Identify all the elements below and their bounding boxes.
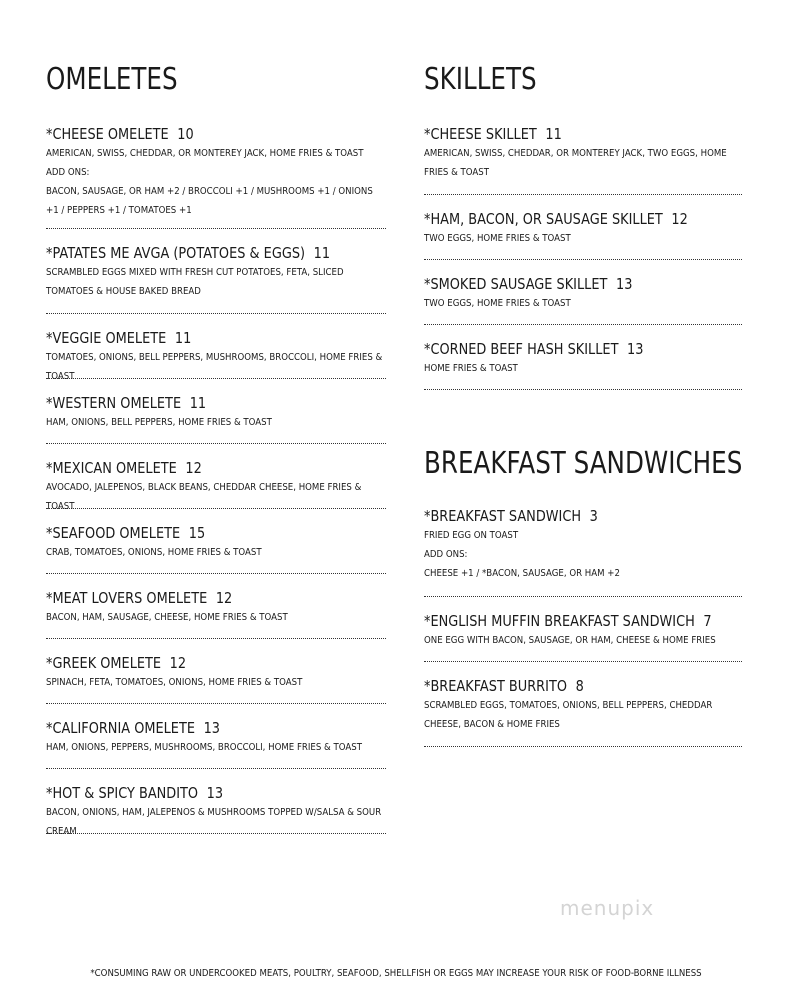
item-name: *HOT & SPICY BANDITO xyxy=(46,784,199,802)
item-description: ONE EGG WITH BACON, SAUSAGE, OR HAM, CHEESE & HOME FRIES xyxy=(424,635,716,646)
skillets-title: SKILLETS xyxy=(424,62,537,97)
item-price: 10 xyxy=(177,125,194,143)
item-name: *SEAFOOD OMELETE xyxy=(46,524,181,542)
item-description: FRIED EGG ON TOAST xyxy=(424,530,519,541)
left-column xyxy=(46,58,386,848)
item-price: 11 xyxy=(545,125,562,143)
addons-label: ADD ONS: xyxy=(424,549,468,560)
addons-list: BACON, SAUSAGE, OR HAM +2 / BROCCOLI +1 / MUSHROOMS +1 / ONIONS +1 / PEPPERS +1 / TOMATOES +1 xyxy=(46,186,373,216)
menu-item-meat-lovers-omelete xyxy=(46,588,386,639)
item-description: BACON, ONIONS, HAM, JALEPENOS & MUSHROOMS TOPPED W/SALSA & SOUR CREAM xyxy=(46,807,382,837)
item-price: 11 xyxy=(174,329,192,347)
item-price: 13 xyxy=(203,719,221,737)
item-price: 7 xyxy=(703,612,712,630)
item-description: SCRAMBLED EGGS, TOMATOES, ONIONS, BELL PEPPERS, CHEDDAR CHEESE, BACON & HOME FRIES xyxy=(424,700,713,730)
menu-item-smoked-sausage-skillet xyxy=(424,274,742,325)
item-price: 12 xyxy=(169,654,187,672)
menu-item-cheese-skillet xyxy=(424,124,742,195)
footnote-disclaimer: *CONSUMING RAW OR UNDERCOOKED MEATS, POULTRY, SEAFOOD, SHELLFISH OR EGGS MAY INCREASE YOUR RISK OF FOOD-BORNE ILLNESS xyxy=(90,968,702,979)
menu-item-seafood-omelete xyxy=(46,523,386,574)
item-name: *ENGLISH MUFFIN BREAKFAST SANDWICH xyxy=(424,612,695,630)
item-description: TOMATOES, ONIONS, BELL PEPPERS, MUSHROOMS, BROCCOLI, HOME FRIES & TOAST xyxy=(46,352,383,382)
item-description: TWO EGGS, HOME FRIES & TOAST xyxy=(424,298,571,309)
item-name: *CORNED BEEF HASH SKILLET xyxy=(424,340,619,358)
item-price: 13 xyxy=(206,784,224,802)
item-description: AMERICAN, SWISS, CHEDDAR, OR MONTEREY JACK, TWO EGGS, HOME FRIES & TOAST xyxy=(424,148,727,178)
menu-item-california-omelete xyxy=(46,718,386,769)
item-name: *BREAKFAST SANDWICH xyxy=(424,507,582,525)
addons-label: ADD ONS: xyxy=(46,167,90,178)
menu-item-hot-spicy-bandito xyxy=(46,783,386,837)
menu-item-mexican-omelete xyxy=(46,458,386,512)
menu-item-cheese-omelete xyxy=(46,124,386,229)
item-name: *SMOKED SAUSAGE SKILLET xyxy=(424,275,608,293)
menu-item-ham-bacon-sausage-skillet xyxy=(424,209,742,260)
menu-item-greek-omelete xyxy=(46,653,386,704)
omelettes-title: OMELETES xyxy=(46,62,178,97)
omelettes-section xyxy=(46,58,386,837)
item-description: HAM, ONIONS, BELL PEPPERS, HOME FRIES & TOAST xyxy=(46,417,272,428)
skillets-section xyxy=(424,58,742,390)
item-name: *CALIFORNIA OMELETE xyxy=(46,719,195,737)
menu-item-corned-beef-hash-skillet xyxy=(424,339,742,390)
item-price: 12 xyxy=(671,210,688,228)
menu-item-veggie-omelete xyxy=(46,328,386,382)
menu-item-western-omelete xyxy=(46,393,386,444)
item-description: SPINACH, FETA, TOMATOES, ONIONS, HOME FRIES & TOAST xyxy=(46,677,303,688)
item-description: HOME FRIES & TOAST xyxy=(424,363,518,374)
item-name: *WESTERN OMELETE xyxy=(46,394,182,412)
menu-item-breakfast-sandwich xyxy=(424,506,742,597)
breakfast-sandwiches-section xyxy=(424,442,742,747)
item-description: AVOCADO, JALEPENOS, BLACK BEANS, CHEDDAR CHEESE, HOME FRIES & TOAST xyxy=(46,482,362,512)
item-description: HAM, ONIONS, PEPPERS, MUSHROOMS, BROCCOLI, HOME FRIES & TOAST xyxy=(46,742,362,753)
item-price: 8 xyxy=(575,677,584,695)
item-description: SCRAMBLED EGGS MIXED WITH FRESH CUT POTATOES, FETA, SLICED TOMATOES & HOUSE BAKED BREAD xyxy=(46,267,344,297)
item-price: 3 xyxy=(589,507,598,525)
item-price: 12 xyxy=(185,459,202,477)
item-name: *HAM, BACON, OR SAUSAGE SKILLET xyxy=(424,210,663,228)
item-price: 11 xyxy=(189,394,207,412)
menu-item-patates-me-avga xyxy=(46,243,386,314)
item-name: *CHEESE SKILLET xyxy=(424,125,537,143)
item-description: AMERICAN, SWISS, CHEDDAR, OR MONTEREY JACK, HOME FRIES & TOAST xyxy=(46,148,364,159)
item-name: *BREAKFAST BURRITO xyxy=(424,677,567,695)
item-name: *VEGGIE OMELETE xyxy=(46,329,167,347)
menu-item-breakfast-burrito xyxy=(424,676,742,747)
item-price: 15 xyxy=(188,524,206,542)
addons-list: CHEESE +1 / *BACON, SAUSAGE, OR HAM +2 xyxy=(424,568,620,579)
right-column xyxy=(424,58,742,761)
item-name: *CHEESE OMELETE xyxy=(46,125,169,143)
item-name: *MEXICAN OMELETE xyxy=(46,459,177,477)
item-price: 11 xyxy=(313,244,331,262)
item-name: *MEAT LOVERS OMELETE xyxy=(46,589,208,607)
menupix-watermark: menupix xyxy=(560,896,655,920)
item-description: CRAB, TOMATOES, ONIONS, HOME FRIES & TOAST xyxy=(46,547,262,558)
item-price: 13 xyxy=(615,275,633,293)
breakfast-sandwiches-title: BREAKFAST SANDWICHES xyxy=(424,446,743,481)
item-price: 13 xyxy=(627,340,644,358)
item-description: TWO EGGS, HOME FRIES & TOAST xyxy=(424,233,571,244)
item-price: 12 xyxy=(215,589,233,607)
menu-item-english-muffin-sandwich xyxy=(424,611,742,662)
item-name: *PATATES ME AVGA (POTATOES & EGGS) xyxy=(46,244,306,262)
item-name: *GREEK OMELETE xyxy=(46,654,162,672)
item-description: BACON, HAM, SAUSAGE, CHEESE, HOME FRIES & TOAST xyxy=(46,612,288,623)
